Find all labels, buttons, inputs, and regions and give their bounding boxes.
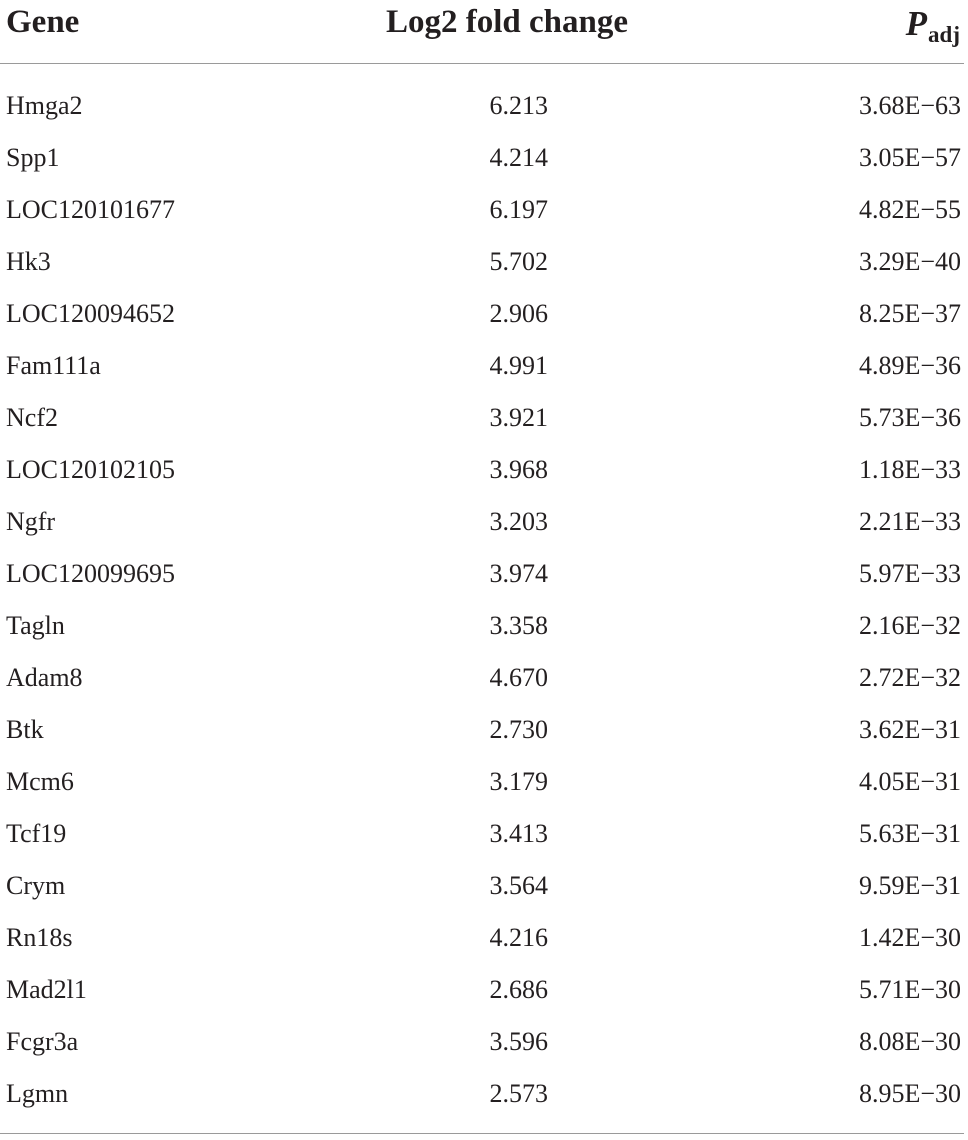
cell-padj: 9.59E−31	[858, 871, 961, 900]
cell-padj: 5.71E−30	[858, 975, 961, 1004]
header-gene: Gene	[6, 4, 80, 40]
cell-log2-fold-change: 4.670	[489, 663, 548, 692]
cell-log2-fold-change: 4.216	[489, 923, 548, 952]
cell-log2-fold-change: 3.921	[489, 403, 548, 432]
cell-log2-fold-change: 2.686	[489, 975, 548, 1004]
cell-padj: 2.21E−33	[858, 507, 961, 536]
cell-gene: Adam8	[6, 663, 83, 692]
cell-padj: 5.97E−33	[858, 559, 961, 588]
table-row	[0, 600, 968, 652]
table-row	[0, 132, 968, 184]
cell-gene: Rn18s	[6, 923, 73, 952]
header-padj-main: P	[905, 4, 928, 43]
table-row	[0, 860, 968, 912]
cell-gene: Spp1	[6, 143, 60, 172]
cell-padj: 8.08E−30	[858, 1027, 961, 1056]
cell-padj: 2.16E−32	[858, 611, 961, 640]
cell-log2-fold-change: 2.573	[489, 1079, 548, 1108]
cell-log2-fold-change: 3.974	[489, 559, 548, 588]
cell-log2-fold-change: 2.730	[489, 715, 548, 744]
cell-gene: Hk3	[6, 247, 51, 276]
table-row	[0, 80, 968, 132]
cell-log2-fold-change: 4.991	[489, 351, 548, 380]
cell-gene: Btk	[6, 715, 44, 744]
cell-log2-fold-change: 5.702	[489, 247, 548, 276]
table-row	[0, 1016, 968, 1068]
header-log2-fold-change: Log2 fold change	[386, 4, 629, 40]
table-row	[0, 340, 968, 392]
cell-padj: 4.82E−55	[858, 195, 961, 224]
cell-gene: LOC120102105	[6, 455, 175, 484]
table-row	[0, 496, 968, 548]
cell-padj: 8.25E−37	[858, 299, 961, 328]
cell-gene: Ncf2	[6, 403, 58, 432]
cell-log2-fold-change: 2.906	[489, 299, 548, 328]
cell-padj: 5.73E−36	[858, 403, 961, 432]
table-row	[0, 964, 968, 1016]
table-row	[0, 184, 968, 236]
cell-gene: Fam111a	[6, 351, 101, 380]
table-row	[0, 912, 968, 964]
table-row	[0, 444, 968, 496]
cell-gene: Lgmn	[6, 1079, 69, 1108]
table-row	[0, 288, 968, 340]
table-row	[0, 236, 968, 288]
table-row	[0, 704, 968, 756]
cell-gene: LOC120099695	[6, 559, 175, 588]
header-rule	[0, 63, 964, 64]
cell-padj: 1.18E−33	[858, 455, 961, 484]
cell-padj: 2.72E−32	[858, 663, 961, 692]
cell-padj: 5.63E−31	[858, 819, 961, 848]
table-row	[0, 392, 968, 444]
cell-log2-fold-change: 3.358	[489, 611, 548, 640]
cell-log2-fold-change: 3.968	[489, 455, 548, 484]
cell-padj: 4.89E−36	[858, 351, 961, 380]
table-row	[0, 808, 968, 860]
bottom-rule	[0, 1133, 964, 1134]
cell-log2-fold-change: 3.203	[489, 507, 548, 536]
cell-padj: 8.95E−30	[858, 1079, 961, 1108]
cell-log2-fold-change: 6.197	[489, 195, 548, 224]
table-row	[0, 756, 968, 808]
cell-log2-fold-change: 6.213	[489, 91, 548, 120]
cell-padj: 3.05E−57	[858, 143, 961, 172]
table-row	[0, 652, 968, 704]
table-body	[0, 80, 968, 1120]
header-padj-subscript: adj	[928, 22, 960, 47]
cell-padj: 1.42E−30	[858, 923, 961, 952]
cell-padj: 3.29E−40	[858, 247, 961, 276]
cell-gene: Tcf19	[6, 819, 67, 848]
cell-log2-fold-change: 3.596	[489, 1027, 548, 1056]
cell-log2-fold-change: 4.214	[489, 143, 548, 172]
table-row	[0, 1068, 968, 1120]
cell-gene: Mcm6	[6, 767, 74, 796]
cell-log2-fold-change: 3.179	[489, 767, 548, 796]
cell-gene: LOC120094652	[6, 299, 175, 328]
cell-padj: 4.05E−31	[858, 767, 961, 796]
cell-gene: Tagln	[6, 611, 65, 640]
cell-padj: 3.68E−63	[858, 91, 961, 120]
cell-padj: 3.62E−31	[858, 715, 961, 744]
table-row	[0, 548, 968, 600]
cell-log2-fold-change: 3.413	[489, 819, 548, 848]
cell-log2-fold-change: 3.564	[489, 871, 548, 900]
cell-gene: Ngfr	[6, 507, 56, 536]
cell-gene: Mad2l1	[6, 975, 87, 1004]
cell-gene: Fcgr3a	[6, 1027, 79, 1056]
cell-gene: LOC120101677	[6, 195, 175, 224]
cell-gene: Crym	[6, 871, 66, 900]
cell-gene: Hmga2	[6, 91, 83, 120]
table-header	[0, 0, 968, 62]
header-padj	[906, 4, 960, 48]
